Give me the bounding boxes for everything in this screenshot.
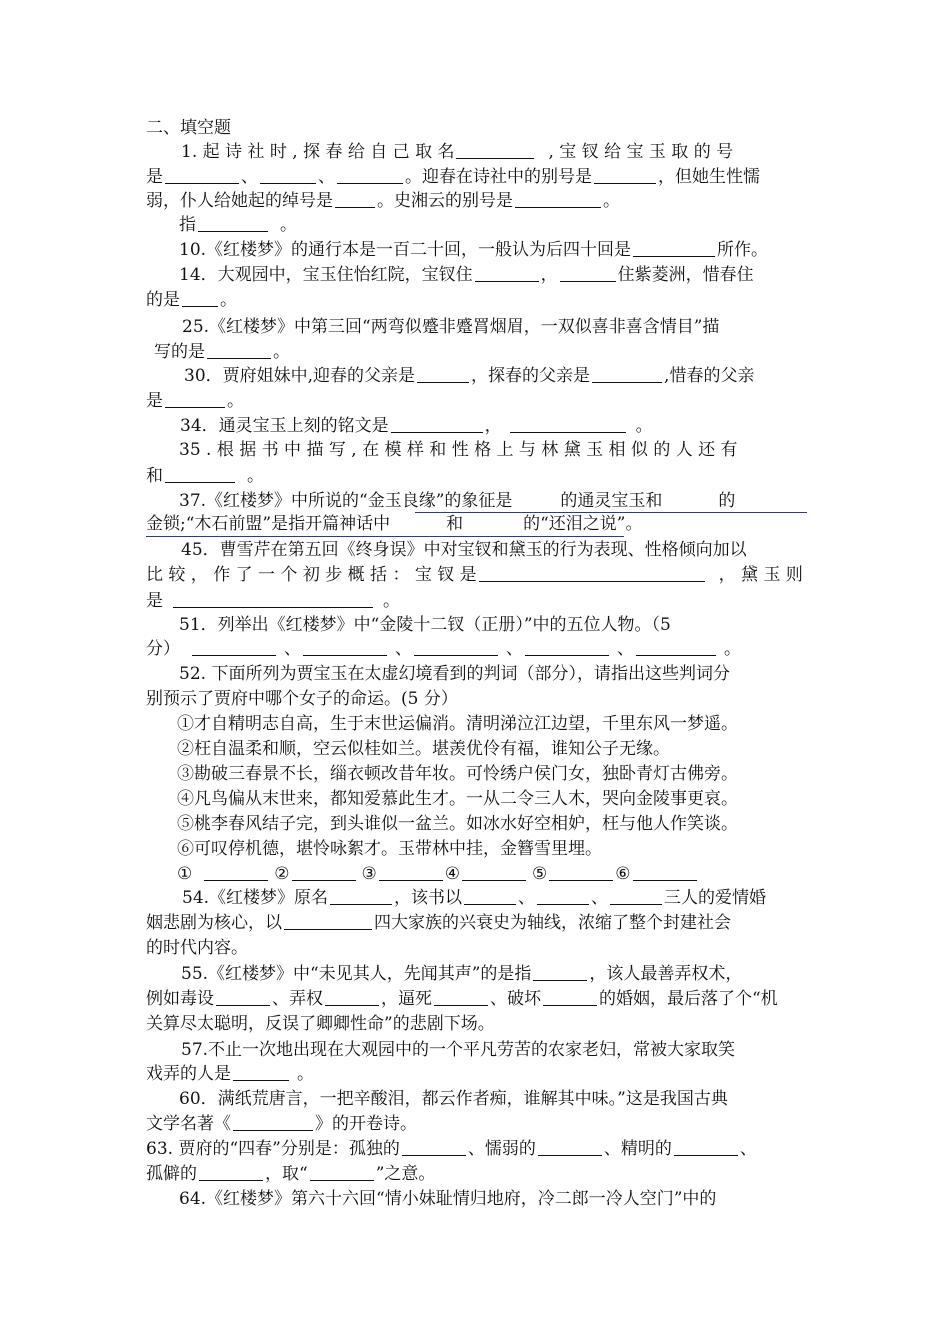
q52-line1: 52. 下面所列为贾宝玉在太虚幻境看到的判词（部分），请指出这些判词分 — [179, 664, 730, 684]
answer-blank[interactable] — [633, 238, 715, 257]
q25-line1: 25.《红楼梦》中第三回“两弯似蹙非蹙罥烟眉，一双似喜非喜含情目”描 — [182, 317, 720, 337]
answer-blank[interactable] — [325, 987, 379, 1006]
answer-blank[interactable] — [198, 213, 268, 232]
answer-blank[interactable] — [549, 862, 613, 881]
answer-blank[interactable] — [402, 1137, 466, 1156]
answer-blank[interactable] — [330, 886, 392, 905]
answer-blank[interactable] — [533, 962, 587, 981]
answer-blank[interactable] — [633, 862, 697, 881]
answer-blank[interactable] — [233, 1112, 313, 1131]
answer-blank[interactable] — [207, 340, 271, 359]
answer-blank[interactable] — [674, 1137, 738, 1156]
answer-blank[interactable] — [434, 987, 488, 1006]
q55-line3: 关算尽太聪明，反误了卿卿性命”的悲剧下场。 — [146, 1014, 495, 1034]
answer-blank[interactable] — [391, 414, 483, 433]
answer-blank[interactable] — [165, 389, 225, 408]
q63-line2: 孤僻的 ，取“ ”之意。 — [146, 1164, 436, 1184]
verdict-item: ②枉自温柔和顺，空云似桂如兰。堪羡优伶有福，谁知公子无缘。 — [177, 739, 670, 759]
q54-line2: 姻悲剧为核心，以 四大家族的兴衰史为轴线，浓缩了整个封建社会 — [146, 913, 731, 933]
answer-blank[interactable] — [165, 165, 239, 184]
answer-blank[interactable] — [303, 637, 387, 656]
verdict-item: ⑥可叹停机德，堪怜咏絮才。玉带林中挂，金簪雪里埋。 — [177, 839, 602, 859]
answer-blank[interactable] — [310, 1162, 374, 1181]
q30-line1: 30．贾府姐妹中,迎春的父亲是 ，探春的父亲是 ,惜春的父亲 — [184, 366, 755, 386]
q52-answer-line: ① ② ③ ④ ⑤ ⑥ — [177, 862, 699, 887]
answer-blank[interactable] — [475, 263, 539, 282]
q37-line1: 37.《红楼梦》中所说的“金玉良缘”的象征是 的通灵宝玉和 的 — [179, 491, 736, 511]
q57-line2: 戏弄的人是 。 — [146, 1064, 314, 1084]
answer-blank[interactable] — [233, 1062, 289, 1081]
answer-blank[interactable] — [192, 637, 276, 656]
q55-line2: 例如毒设 、弄权 ，逼死 、破坏 的婚姻，最后落了个“机 — [146, 989, 778, 1009]
answer-blank[interactable] — [510, 414, 626, 433]
answer-blank[interactable] — [515, 189, 601, 208]
answer-blank[interactable] — [636, 637, 716, 656]
answer-blank[interactable] — [538, 1137, 602, 1156]
answer-blank[interactable] — [284, 911, 372, 930]
answer-blank[interactable] — [216, 987, 270, 1006]
q14-line1: 14．大观园中，宝玉住怡红院，宝钗住 ， 住紫菱洲，惜春住 — [179, 265, 754, 285]
q54-line1: 54.《红楼梦》原名 ，该书以 、 、 三人的爱情婚 — [182, 888, 767, 908]
answer-blank[interactable] — [292, 862, 356, 881]
q25-line2: 写的是 。 — [154, 342, 290, 362]
answer-blank[interactable] — [260, 165, 316, 184]
answer-blank[interactable] — [199, 1162, 263, 1181]
answer-blank[interactable] — [594, 165, 656, 184]
q45-line3: 是 。 — [146, 591, 400, 611]
answer-blank[interactable] — [335, 189, 375, 208]
section-title: 二、填空题 — [146, 118, 231, 138]
q35-line2: 和 。 — [146, 466, 264, 486]
answer-blank[interactable] — [592, 364, 662, 383]
q14-line2: 的是 。 — [146, 290, 237, 310]
answer-blank[interactable] — [417, 364, 469, 383]
answer-blank[interactable] — [173, 589, 373, 608]
q45-line2: 比 较 ， 作 了 一 个 初 步 概 括 ： 宝 钗 是 ， 黛 玉 则 — [146, 565, 803, 585]
q1-line1: 1. 起 诗 社 时 , 探 春 给 自 己 取 名 , 宝 钗 给 宝 玉 取 的 号 — [181, 142, 734, 162]
answer-blank[interactable] — [525, 637, 609, 656]
answer-blank[interactable] — [537, 886, 589, 905]
q1-line4: 指 。 — [179, 215, 297, 235]
q10: 10.《红楼梦》的通行本是一百二十回，一般认为后四十回是 所作。 — [179, 240, 769, 260]
q51-line2: 分） 、 、 、 、 。 — [146, 639, 741, 659]
q57-line1: 57.不止一次地出现在大观园中的一个平凡劳苦的农家老妇，常被大家取笑 — [181, 1040, 736, 1060]
answer-blank[interactable] — [479, 563, 705, 582]
q63-line1: 63. 贾府的“四春”分别是：孤独的 、懦弱的 、精明的 、 — [146, 1139, 757, 1159]
verdict-item: ⑤桃李春风结子完，到头谁似一盆兰。如冰水好空相妒，枉与他人作笑谈。 — [177, 814, 738, 834]
answer-blank[interactable] — [337, 165, 403, 184]
answer-blank[interactable] — [165, 464, 235, 483]
answer-blank[interactable] — [414, 637, 498, 656]
answer-blank[interactable] — [560, 263, 616, 282]
q35-line1: 35 . 根 据 书 中 描 写 , 在 模 样 和 性 格 上 与 林 黛 玉 相 似 的 人 还 有 — [179, 440, 738, 460]
answer-blank[interactable] — [462, 862, 526, 881]
answer-blank[interactable] — [456, 140, 534, 159]
q60-line2: 文学名著《 》的开卷诗。 — [146, 1114, 417, 1134]
q34: 34．通灵宝玉上刻的铭文是 ， 。 — [180, 416, 653, 436]
verdict-item: ③勘破三春景不长，缁衣顿改昔年妆。可怜绣户侯门女，独卧青灯古佛旁。 — [177, 764, 738, 784]
q52-line2: 别预示了贾府中哪个女子的命运。(5 分） — [146, 689, 458, 709]
verdict-item: ①才自精明志自高，生于末世运偏消。清明涕泣江边望，千里东风一梦遥。 — [177, 714, 738, 734]
q60-line1: 60．满纸荒唐言，一把辛酸泪，都云作者痴，谁解其中味。”这是我国古典 — [179, 1089, 728, 1109]
answer-blank[interactable] — [379, 862, 443, 881]
q55-line1: 55.《红楼梦》中“未见其人，先闻其声”的是指 ，该人最善弄权术， — [181, 964, 743, 984]
answer-blank[interactable] — [464, 886, 516, 905]
answer-blank[interactable] — [543, 987, 597, 1006]
hyperlink-underline — [146, 536, 624, 537]
answer-blank[interactable] — [182, 288, 218, 307]
answer-blank[interactable] — [204, 862, 268, 881]
verdict-item: ④凡鸟偏从末世来，都知爱慕此生才。一从二令三人木，哭向金陵事更哀。 — [177, 789, 738, 809]
q37-line2: 金锁;“木石前盟”是指开篇神话中 和 的“还泪之说”。 — [146, 514, 643, 534]
q45-line1: 45．曹雪芹在第五回《终身误》中对宝钗和黛玉的行为表现、性格倾向加以 — [181, 540, 747, 560]
q54-line3: 的时代内容。 — [146, 938, 248, 958]
answer-blank[interactable] — [610, 886, 662, 905]
q1-line2: 是 、 、 。迎春在诗社中的别号是 ，但她生性懦 — [146, 167, 760, 187]
q30-line2: 是 。 — [146, 391, 244, 411]
q1-line3: 弱，仆人给她起的绰号是 。史湘云的别号是 。 — [146, 191, 620, 211]
q51-line1: 51．列举出《红楼梦》中“金陵十二钗（正册）”中的五位人物。（5 — [179, 615, 671, 635]
q64-line1: 64.《红楼梦》第六十六回“情小妹耻情归地府，冷二郎一冷人空门”中的 — [179, 1189, 717, 1209]
